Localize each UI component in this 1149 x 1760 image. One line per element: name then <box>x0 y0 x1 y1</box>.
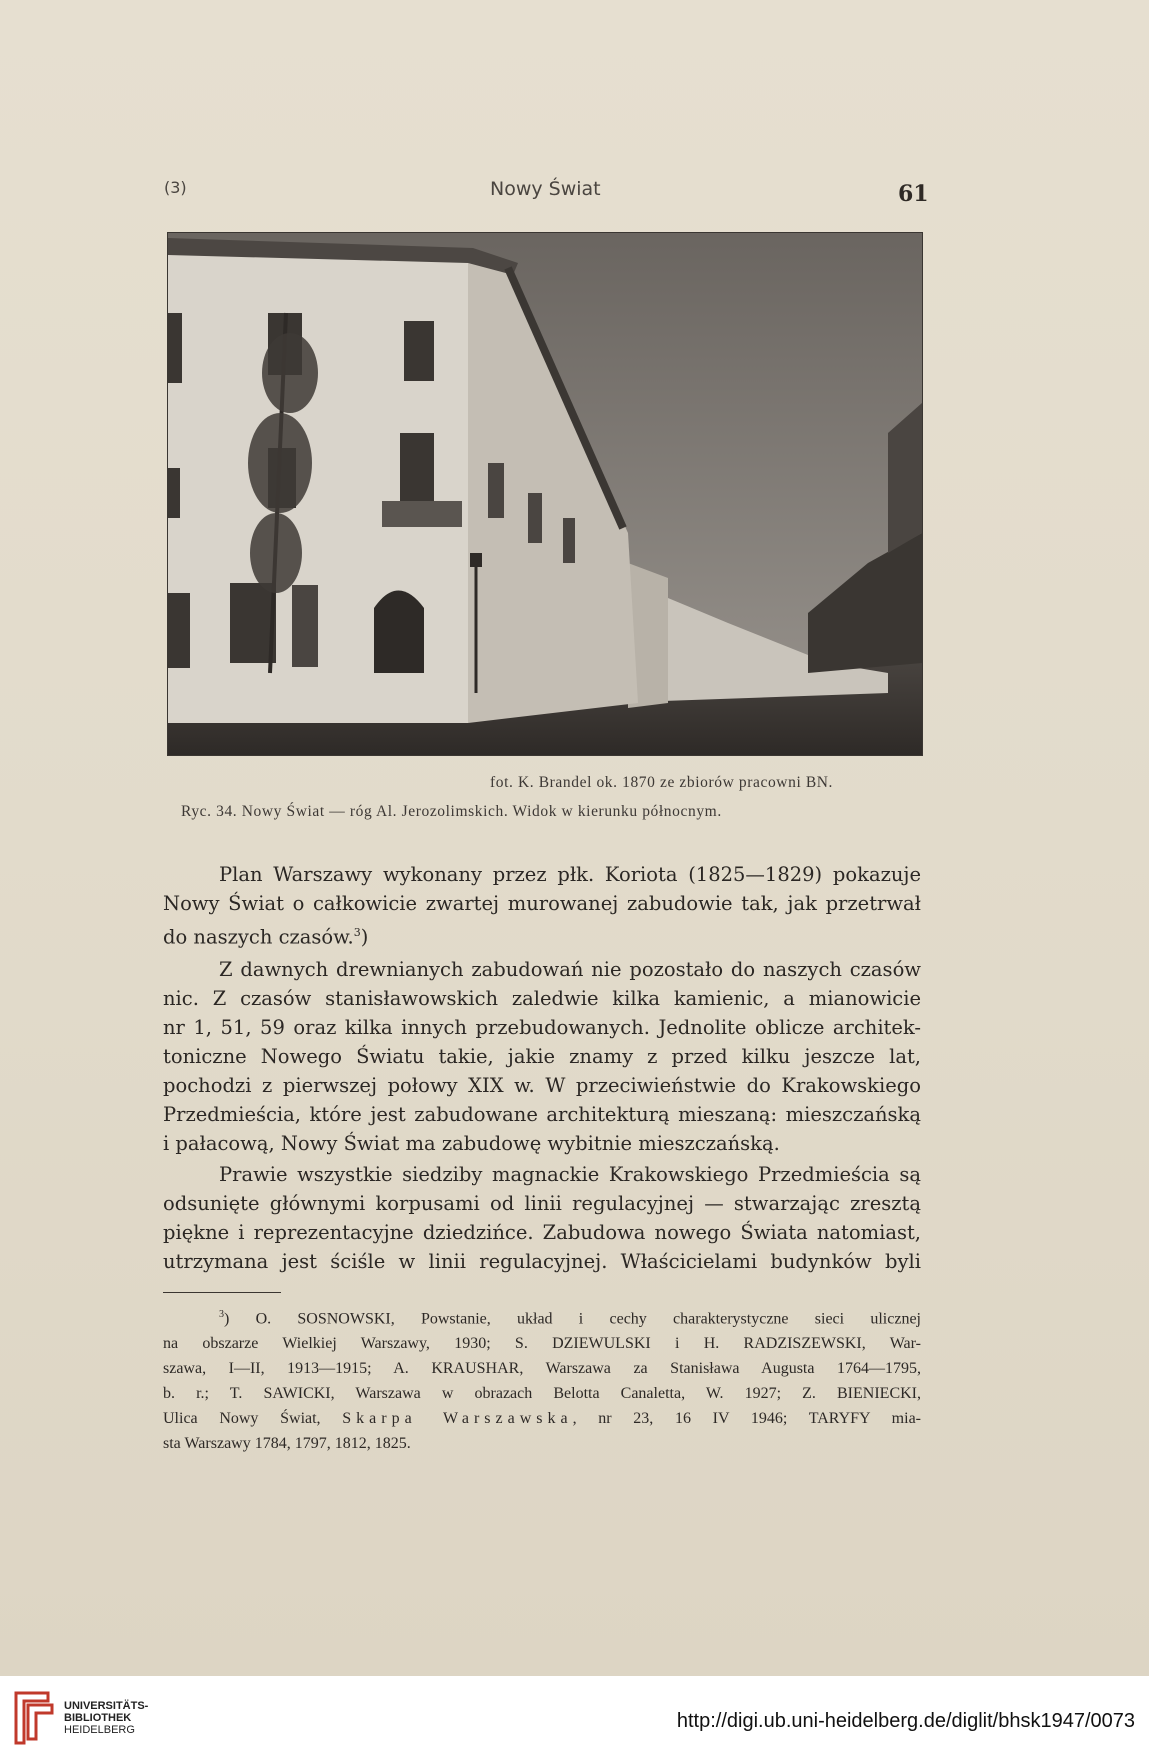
text-line: Plan Warszawy wykonany przez płk. Koriota (1825—1829) pokazuje <box>219 863 921 886</box>
text-line: Przedmieścia, które jest zabudowane architekturą mieszaną: mieszczańską <box>163 1103 921 1126</box>
section-number: (3) <box>164 178 187 197</box>
page-number: 61 <box>898 181 929 207</box>
text-line: nr 1, 51, 59 oraz kilka innych przebudowanych. Jednolite oblicze architek- <box>163 1016 921 1039</box>
footnote <box>163 1302 921 1456</box>
footnote-line: szawa, I—II, 1913—1915; A. KRAUSHAR, Warszawa za Stanisława Augusta 1764—1795, <box>163 1360 921 1378</box>
text-line: Z dawnych drewnianych zabudowań nie pozostało do naszych czasów <box>219 958 921 981</box>
text-line: odsunięte głównymi korpusami od linii regulacyjnej — stwarzając zresztą <box>163 1192 921 1215</box>
footnote-line: sta Warszawy 1784, 1797, 1812, 1825. <box>163 1435 411 1453</box>
photo-credit: fot. K. Brandel ok. 1870 ze zbiorów pracowni BN. <box>490 774 834 791</box>
footnote-line: $^3$) O. SOSNOWSKI, Powstanie, układ i cechy charakterystyczne sieci ulicznej <box>219 1309 921 1328</box>
text-line: toniczne Nowego Światu takie, jakie znamy z przed kilku jeszcze lat, <box>163 1045 921 1068</box>
footnote-separator <box>163 1292 281 1293</box>
text-line: do naszych czasów.$^3$) <box>163 925 369 949</box>
footnote-line: b. r.; T. SAWICKI, Warszawa w obrazach Belotta Canaletta, W. 1927; Z. BIENIECKI, <box>163 1385 921 1403</box>
text-line: utrzymana jest ściśle w linii regulacyjnej. Właścicielami budynków byli <box>163 1250 921 1273</box>
text-line: pochodzi z pierwszej połowy XIX w. W przeciwieństwie do Krakowskiego <box>163 1074 921 1097</box>
paragraph-2 <box>163 955 921 1158</box>
paragraph-1 <box>163 860 921 952</box>
library-name: UNIVERSITÄTS- BIBLIOTHEK HEIDELBERG <box>64 1700 149 1736</box>
footnote-line: na obszarze Wielkiej Warszawy, 1930; S. DZIEWULSKI i H. RADZISZEWSKI, War- <box>163 1335 921 1353</box>
running-title: Nowy Świat <box>490 178 601 200</box>
text-line: Prawie wszystkie siedziby magnackie Krakowskiego Przedmieścia są <box>219 1163 921 1186</box>
text-line: Nowy Świat o całkowicie zwartej murowanej zabudowie tak, jak przetrwał <box>163 892 921 915</box>
text-line: nic. Z czasów stanisławowskich zaledwie kilka kamienic, a mianowicie <box>163 987 921 1010</box>
permalink-url[interactable]: http://digi.ub.uni-heidelberg.de/diglit/bhsk1947/0073 <box>676 1710 1135 1732</box>
text-line: i pałacową, Nowy Świat ma zabudowę wybitnie mieszczańską. <box>163 1132 780 1155</box>
library-logo-icon[interactable] <box>12 1689 56 1747</box>
viewer-footer <box>0 1676 1149 1760</box>
footnote-ref: 3 <box>353 926 361 939</box>
paragraph-3 <box>163 1160 921 1276</box>
figure-caption: Ryc. 34. Nowy Świat — róg Al. Jerozolimskich. Widok w kierunku północnym. <box>181 803 722 820</box>
text-line: piękne i reprezentacyjne dziedzińce. Zabudowa nowego Świata natomiast, <box>163 1221 921 1244</box>
street-photograph <box>167 232 923 756</box>
footnote-line: Ulica Nowy Świat, Skarpa Warszawska, nr 23, 16 IV 1946; TARYFY mia- <box>163 1410 922 1428</box>
